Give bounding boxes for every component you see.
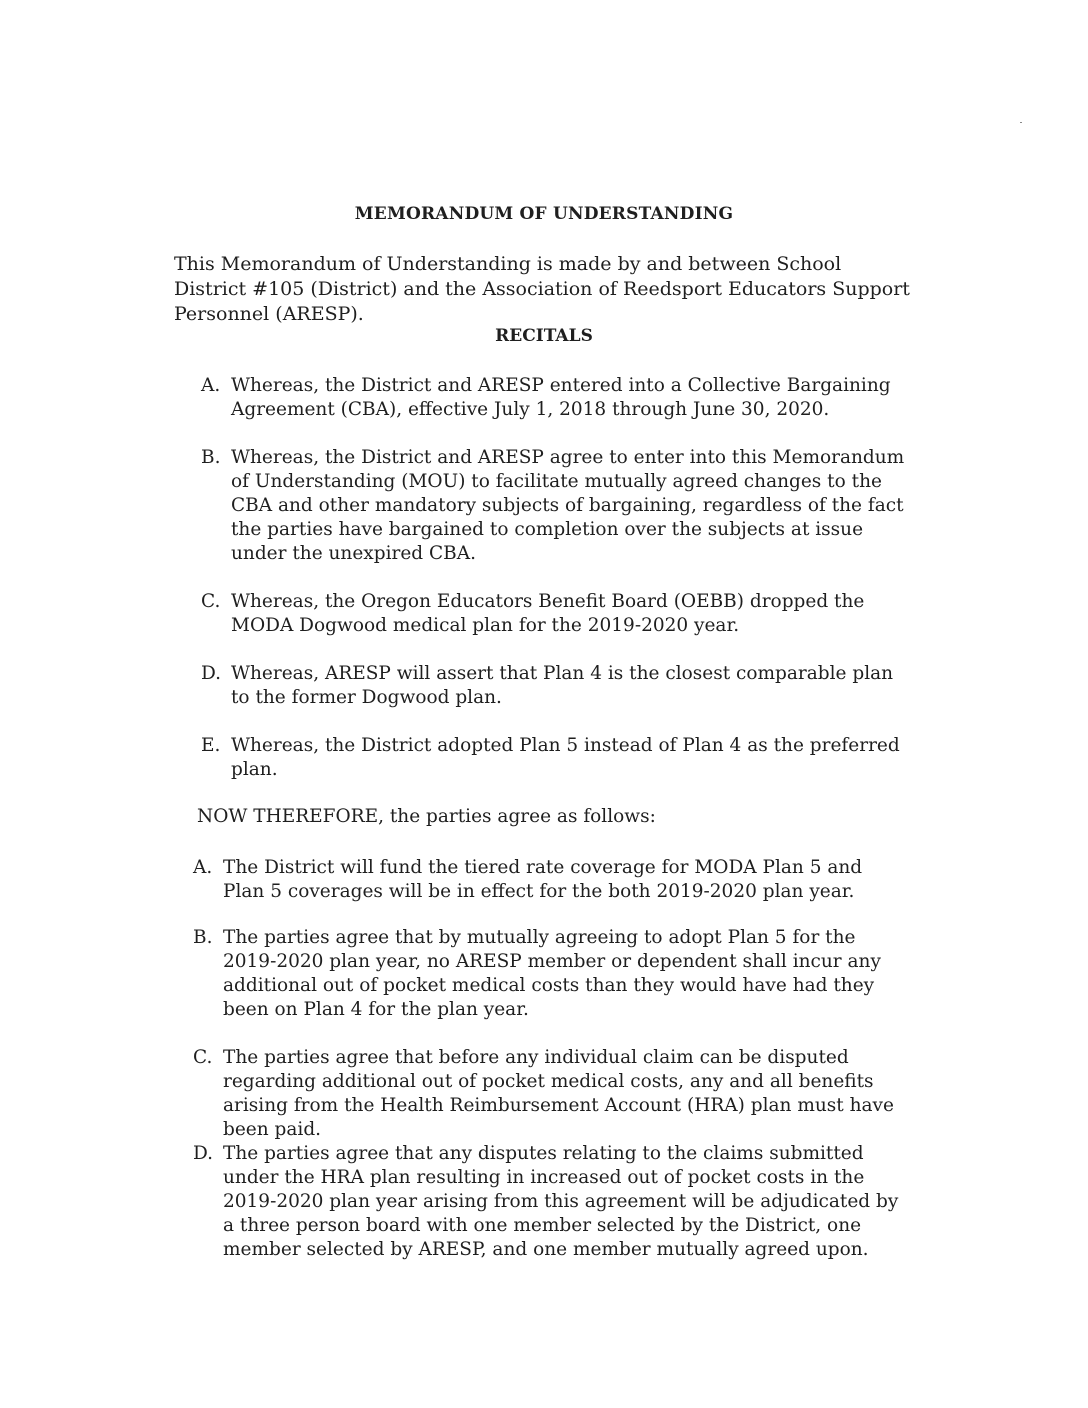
document-title: MEMORANDUM OF UNDERSTANDING (354, 204, 734, 224)
agreement-text: The District will fund the tiered rate coverage for MODA Plan 5 and Plan 5 coverages will be in effect for the both 2019-2020 plan year. (223, 857, 863, 902)
agreement-letter: D. (193, 1143, 214, 1164)
recital-text: Whereas, the District and ARESP agree to enter into this Memorandum of Understanding (MOU) to facilitate mutually agreed changes to the CBA and other mandatory subjects of bargaining, regardless of the fact the parties have bargained to completion over the subjects at issue under the unexpired CBA. (231, 447, 905, 564)
intro-paragraph: This Memorandum of Understanding is made by and between School District #105 (District) and the Association of Reedsport Educators Support Personnel (ARESP). (174, 253, 910, 325)
agreement-letter: A. (193, 857, 213, 878)
agreement-text: The parties agree that any disputes relating to the claims submitted under the HRA plan resulting in increased out of pocket costs in the 2019-2020 plan year arising from this agreement will be adjudicated by a three person board with one member selected by the District, one member selected by ARESP, and one member mutually agreed upon. (223, 1143, 899, 1260)
recital-text: Whereas, ARESP will assert that Plan 4 is the closest comparable plan to the former Dogwood plan. (231, 663, 894, 708)
recital-letter: A. (201, 375, 221, 396)
agreement-text: The parties agree that by mutually agreeing to adopt Plan 5 for the 2019-2020 plan year, no ARESP member or dependent shall incur any additional out of pocket medical costs than they would have had they been on Plan 4 for the plan year. (223, 927, 881, 1020)
recital-letter: D. (201, 663, 222, 684)
agreement-letter: C. (193, 1047, 213, 1068)
therefore-statement: NOW THEREFORE, the parties agree as follows: (197, 806, 656, 827)
recital-text: Whereas, the Oregon Educators Benefit Board (OEBB) dropped the MODA Dogwood medical plan for the 2019-2020 year. (231, 591, 865, 636)
recital-letter: C. (201, 591, 221, 612)
agreement-text: The parties agree that before any individual claim can be disputed regarding additional out of pocket medical costs, any and all benefits arising from the Health Reimbursement Account (HRA) plan must have been paid. (223, 1047, 894, 1140)
recitals-heading: RECITALS (495, 326, 593, 346)
recital-text: Whereas, the District adopted Plan 5 instead of Plan 4 as the preferred plan. (231, 735, 900, 780)
recital-letter: B. (201, 447, 221, 468)
recital-letter: E. (201, 735, 221, 756)
scan-speck (1020, 122, 1022, 123)
recital-text: Whereas, the District and ARESP entered into a Collective Bargaining Agreement (CBA), effective July 1, 2018 through June 30, 2020. (231, 375, 891, 420)
agreement-letter: B. (193, 927, 213, 948)
